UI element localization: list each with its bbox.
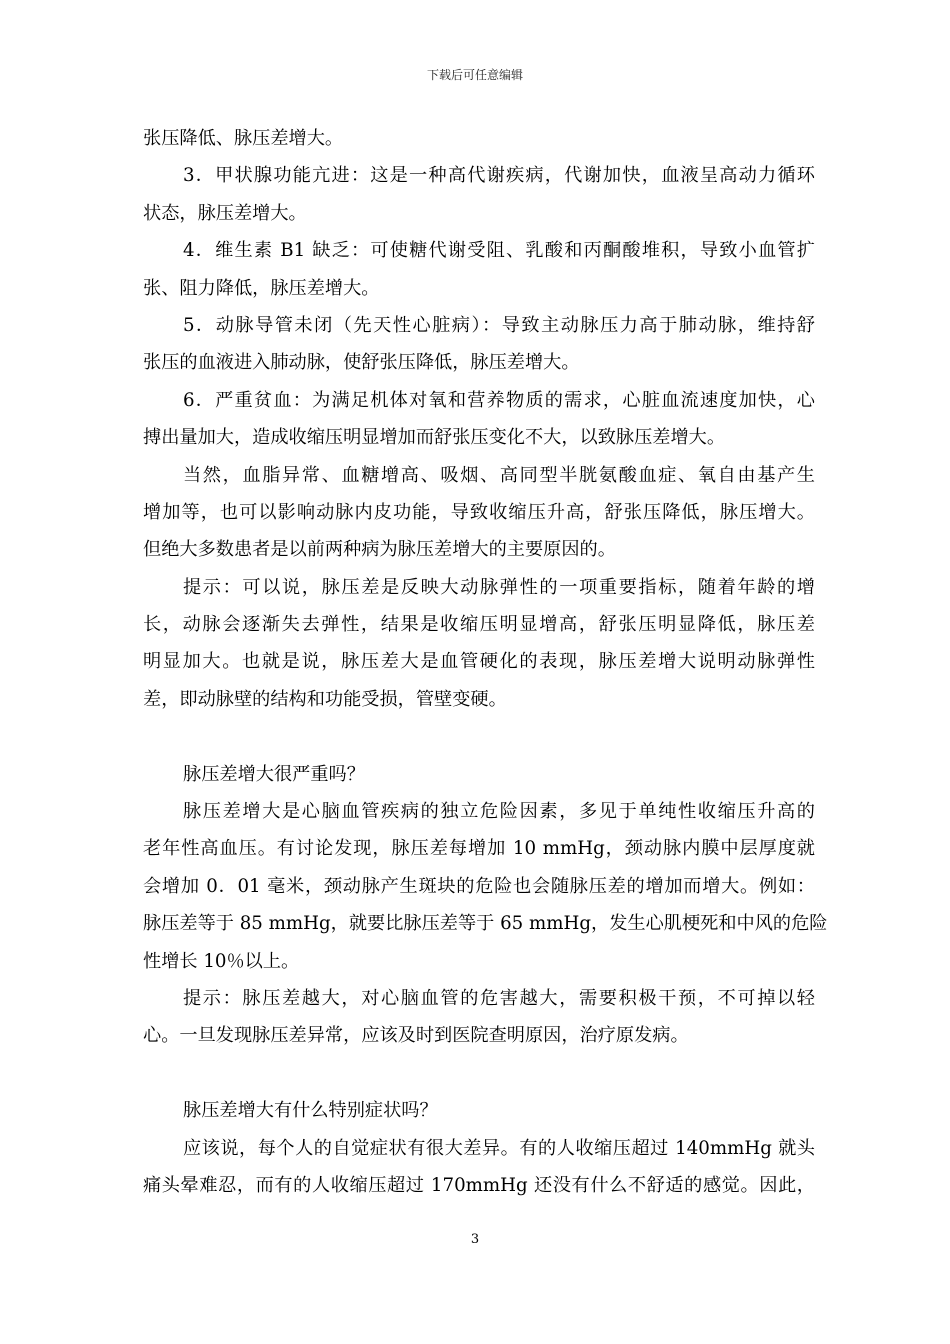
paragraph-line: 性增长 10％以上。	[143, 950, 300, 972]
paragraph-line: 提示：脉压差越大，对心脑血管的危害越大，需要积极干预，不可掉以轻	[183, 987, 815, 1009]
section-heading: 脉压差增大有什么特别症状吗？	[183, 1100, 438, 1122]
page-header: 下载后可任意编辑	[426, 68, 523, 82]
page-number: 3	[470, 1232, 480, 1247]
paragraph-line: 但绝大多数患者是以前两种病为脉压差增大的主要原因的。	[143, 539, 616, 561]
paragraph-line: 明显加大。也就是说，脉压差大是血管硬化的表现，脉压差增大说明动脉弹性	[143, 651, 815, 673]
paragraph-line: 张压的血液进入肺动脉，使舒张压降低，脉压差增大。	[143, 352, 580, 374]
paragraph-line: 心。一旦发现脉压差异常，应该及时到医院查明原因，治疗原发病。	[143, 1025, 689, 1047]
paragraph-line: 长，动脉会逐渐失去弹性，结果是收缩压明显增高，舒张压明显降低，脉压差	[143, 614, 815, 636]
paragraph-line: 张、阻力降低，脉压差增大。	[143, 277, 380, 299]
paragraph-line: 状态，脉压差增大。	[143, 202, 307, 224]
paragraph-line: 搏出量加大，造成收缩压明显增加而舒张压变化不大，以致脉压差增大。	[143, 427, 726, 449]
paragraph-line: 提示：可以说，脉压差是反映大动脉弹性的一项重要指标，随着年龄的增	[183, 576, 815, 598]
paragraph-line: 应该说，每个人的自觉症状有很大差异。有的人收缩压超过 140mmHg 就头	[183, 1137, 815, 1159]
paragraph-line: 张压降低、脉压差增大。	[143, 128, 344, 149]
paragraph-line: 脉压差增大是心脑血管疾病的独立危险因素，多见于单纯性收缩压升高的	[183, 801, 815, 823]
paragraph-line: 当然，血脂异常、血糖增高、吸烟、高同型半胱氨酸血症、氧自由基产生	[183, 464, 815, 486]
paragraph-line: 差，即动脉壁的结构和功能受损，管壁变硬。	[143, 688, 507, 710]
paragraph-line: 痛头晕难忍，而有的人收缩压超过 170mmHg 还没有什么不舒适的感觉。因此，	[143, 1174, 815, 1196]
section-heading: 脉压差增大很严重吗？	[183, 763, 365, 785]
body-text	[143, 120, 828, 1204]
paragraph-line: 会增加 0．01 毫米，颈动脉产生斑块的危险也会随脉压差的增加而增大。例如：	[143, 875, 815, 897]
paragraph-line: 6．严重贫血：为满足机体对氧和营养物质的需求，心脏血流速度加快，心	[183, 389, 815, 411]
paragraph-line: 脉压差等于 85 mmHg，就要比脉压差等于 65 mmHg，发生心肌梗死和中风的危险	[143, 913, 828, 935]
blank-line	[143, 1055, 815, 1092]
paragraph-line: 4．维生素 B1 缺乏：可使糖代谢受阻、乳酸和丙酮酸堆积，导致小血管扩	[183, 240, 815, 262]
paragraph-line: 3．甲状腺功能亢进：这是一种高代谢疾病，代谢加快，血液呈高动力循环	[183, 165, 815, 187]
paragraph-line: 增加等，也可以影响动脉内皮功能，导致收缩压升高，舒张压降低，脉压增大。	[143, 501, 815, 523]
blank-line	[143, 718, 815, 755]
paragraph-line: 5．动脉导管未闭（先天性心脏病）：导致主动脉压力高于肺动脉，维持舒	[183, 314, 815, 336]
paragraph-line: 老年性高血压。有讨论发现，脉压差每增加 10 mmHg，颈动脉内膜中层厚度就	[143, 838, 815, 860]
